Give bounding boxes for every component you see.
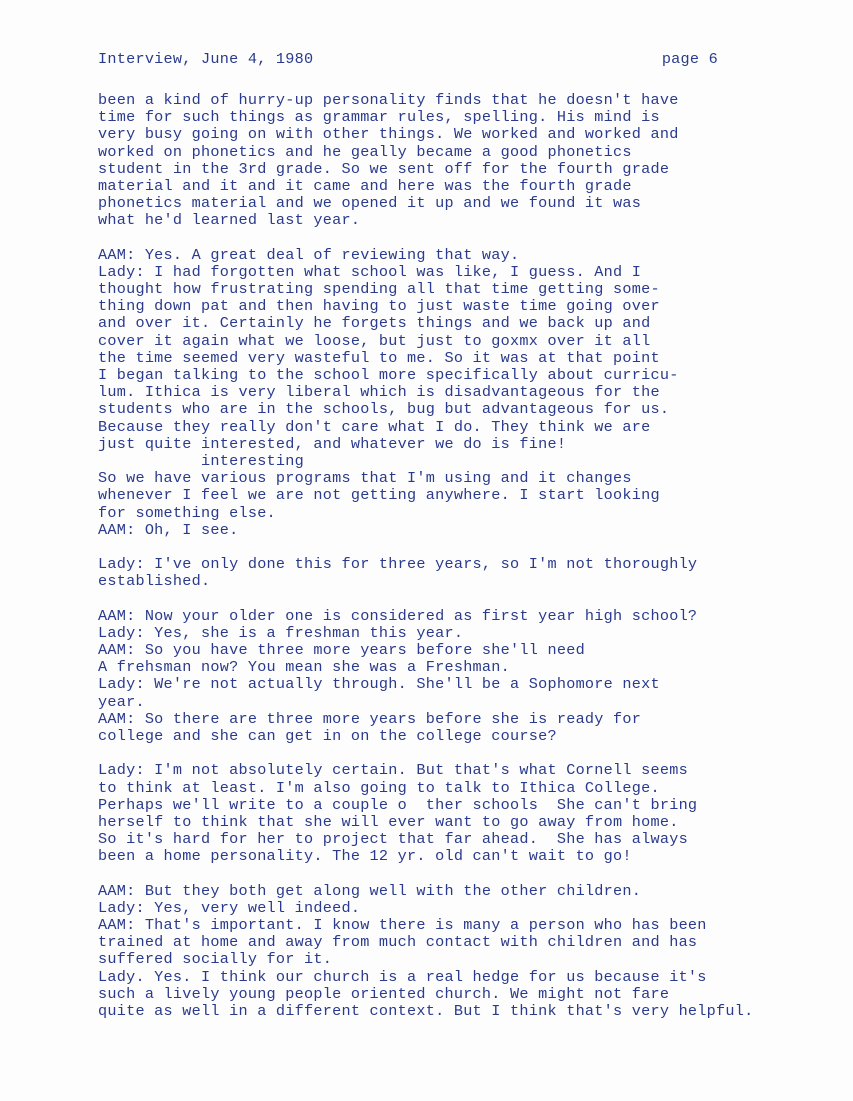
- text-line: just quite interested, and whatever we do is fine!: [98, 434, 567, 453]
- text-line: AAM: Yes. A great deal of reviewing that way.: [98, 245, 520, 264]
- text-line: Lady: Yes, she is a freshman this year.: [98, 623, 464, 642]
- text-line: worked on phonetics and he geally became a good phonetics: [98, 142, 632, 161]
- text-line: Lady. Yes. I think our church is a real hedge for us because it's: [98, 967, 707, 986]
- text-line: students who are in the schools, bug but advantageous for us.: [98, 400, 670, 419]
- text-line: and over it. Certainly he forgets things and we back up and: [98, 314, 651, 333]
- text-line: whenever I feel we are not getting anywhere. I start looking: [98, 486, 660, 505]
- text-line: A frehsman now? You mean she was a Freshman.: [98, 658, 511, 677]
- paragraph: [98, 92, 828, 230]
- paragraph: [98, 247, 828, 539]
- text-line: thought how frustrating spending all that time getting some-: [98, 280, 660, 299]
- text-line: very busy going on with other things. We worked and worked and: [98, 125, 679, 144]
- text-line: thing down pat and then having to just waste time going over: [98, 297, 660, 316]
- text-line: college and she can get in on the college course?: [98, 726, 557, 745]
- paragraph: [98, 608, 828, 746]
- paragraph-gap: [98, 745, 828, 762]
- page-number: page 6: [661, 50, 718, 68]
- text-line: Lady: I've only done this for three years, so I'm not thoroughly: [98, 555, 698, 574]
- text-line: Lady: Yes, very well indeed.: [98, 898, 361, 917]
- text-line: time for such things as grammar rules, spelling. His mind is: [98, 108, 660, 127]
- text-line: AAM: So you have three more years before she'll need: [98, 641, 585, 659]
- text-line: So we have various programs that I'm using and it changes: [98, 469, 632, 488]
- text-line: I began talking to the school more specifically about curricu-: [98, 366, 679, 384]
- text-line: to think at least. I'm also going to talk to Ithica College.: [98, 778, 660, 797]
- text-line: Perhaps we'll write to a couple o ther schools She can't bring: [98, 795, 698, 814]
- text-line: year.: [98, 692, 145, 711]
- text-line: what he'd learned last year.: [98, 211, 361, 230]
- paragraph-gap: [98, 865, 828, 882]
- text-line: AAM: That's important. I know there is many a person who has been: [98, 916, 707, 934]
- text-line: phonetics material and we opened it up and we found it was: [98, 194, 642, 213]
- text-line: Because they really don't care what I do. They think we are: [98, 417, 651, 436]
- text-line: the time seemed very wasteful to me. So it was at that point: [98, 348, 660, 367]
- text-line: established.: [98, 572, 211, 591]
- text-line: AAM: So there are three more years before she is ready for: [98, 709, 642, 728]
- paragraph: [98, 883, 828, 1021]
- paragraph-gap: [98, 230, 828, 247]
- text-line: student in the 3rd grade. So we sent off for the fourth grade: [98, 159, 670, 178]
- text-line: lum. Ithica is very liberal which is disadvantageous for the: [98, 383, 660, 402]
- paragraph: [98, 762, 828, 865]
- text-line: trained at home and away from much contact with children and has: [98, 933, 698, 952]
- text-line: material and it and it came and here was the fourth grade: [98, 176, 632, 195]
- paragraph-gap: [98, 539, 828, 556]
- text-line: Lady: I'm not absolutely certain. But that's what Cornell seems: [98, 761, 688, 780]
- paragraph-gap: [98, 590, 828, 607]
- page-header: [98, 50, 718, 70]
- text-line: cover it again what we loose, but just to goxmx over it all: [98, 331, 651, 350]
- text-line: for something else.: [98, 503, 276, 522]
- text-line: been a home personality. The 12 yr. old can't wait to go!: [98, 847, 632, 866]
- text-line: So it's hard for her to project that far ahead. She has always: [98, 830, 688, 849]
- text-line: AAM: But they both get along well with the other children.: [98, 881, 642, 900]
- text-line: AAM: Oh, I see.: [98, 520, 239, 539]
- text-line: Lady: I had forgotten what school was like, I guess. And I: [98, 262, 642, 281]
- text-line: such a lively young people oriented church. We might not fare: [98, 984, 670, 1003]
- text-line: suffered socially for it.: [98, 950, 333, 969]
- paragraph: [98, 556, 828, 590]
- text-line: been a kind of hurry-up personality finds that he doesn't have: [98, 91, 679, 109]
- text-line: Lady: We're not actually through. She'll be a Sophomore next: [98, 675, 660, 694]
- text-line: quite as well in a different context. But I think that's very helpful.: [98, 1001, 754, 1020]
- text-line: AAM: Now your older one is considered as first year high school?: [98, 606, 698, 625]
- interview-title: Interview, June 4, 1980: [98, 50, 314, 68]
- text-line: herself to think that she will ever want to go away from home.: [98, 812, 679, 831]
- text-line: interesting: [98, 451, 305, 470]
- transcript-body: [98, 92, 828, 1020]
